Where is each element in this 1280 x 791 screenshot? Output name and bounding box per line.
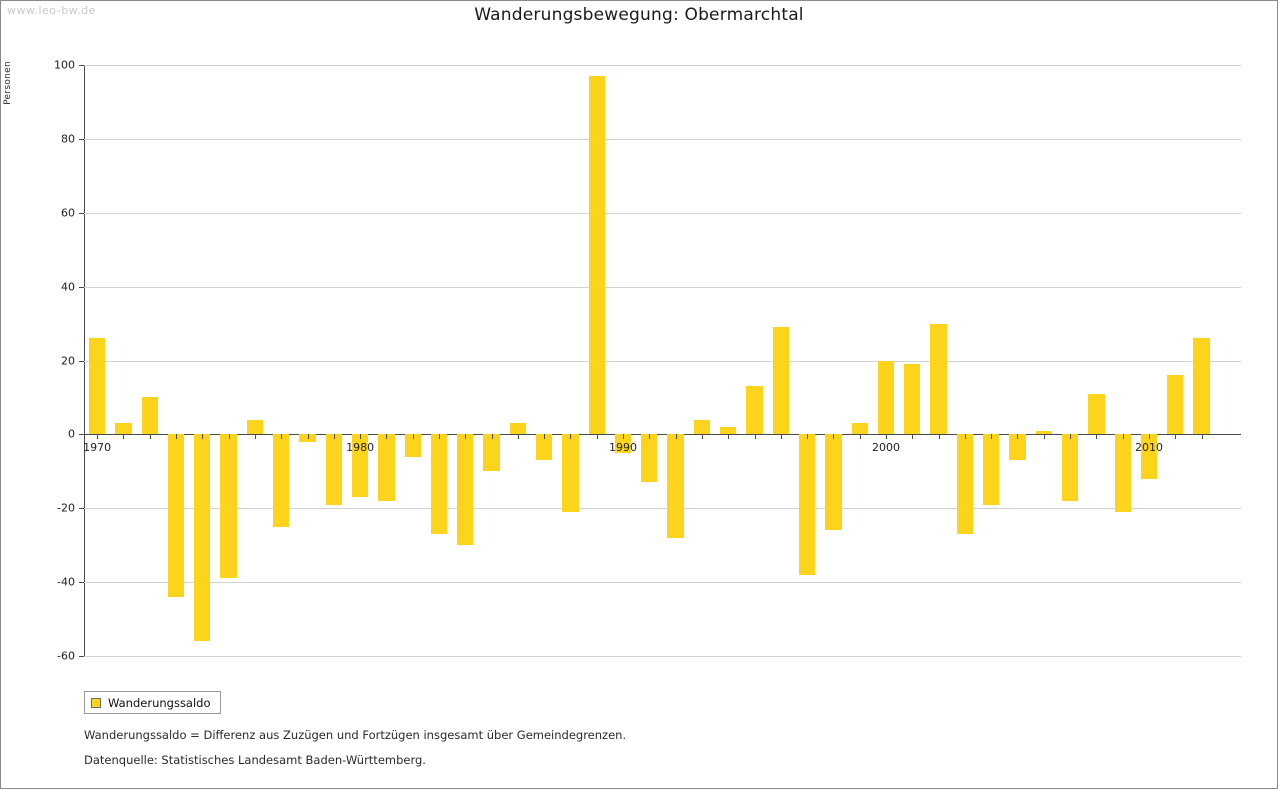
watermark-text: www.leo-bw.de: [7, 4, 96, 17]
x-tick-mark-2011: [1175, 434, 1176, 439]
gridline--60: [84, 656, 1241, 657]
y-tick-label-40: 40: [61, 280, 75, 294]
x-tick-mark-1971: [123, 434, 124, 439]
x-tick-mark-1996: [781, 434, 782, 439]
bar-1999: [852, 423, 868, 434]
x-tick-mark-2000: [886, 434, 887, 439]
y-tick-mark-20: [79, 361, 84, 362]
bar-1995: [746, 386, 762, 434]
x-tick-mark-1998: [833, 434, 834, 439]
x-tick-mark-1975: [229, 434, 230, 439]
bar-2009: [1115, 434, 1131, 512]
x-tick-mark-1993: [702, 434, 703, 439]
y-tick-label--60: -60: [57, 649, 75, 663]
x-tick-label-1990: 1990: [609, 441, 638, 455]
gridline-40: [84, 287, 1241, 288]
bar-1971: [115, 423, 131, 434]
gridline-20: [84, 361, 1241, 362]
x-tick-mark-1981: [386, 434, 387, 439]
gridline-80: [84, 139, 1241, 140]
definition-note: Wanderungssaldo = Differenz aus Zuzügen und Fortzügen insgesamt über Gemeindegrenzen.: [84, 728, 627, 742]
bar-1975: [220, 434, 236, 578]
bar-1981: [378, 434, 394, 500]
bar-1979: [326, 434, 342, 504]
x-tick-mark-1986: [518, 434, 519, 439]
y-tick-label-80: 80: [61, 132, 75, 146]
x-tick-mark-1990: [623, 434, 624, 439]
x-tick-mark-1983: [439, 434, 440, 439]
x-tick-mark-1978: [308, 434, 309, 439]
bar-1996: [773, 327, 789, 434]
bar-1970: [89, 338, 105, 434]
bar-2000: [878, 361, 894, 435]
chart-legend: [84, 691, 221, 714]
y-tick-mark--60: [79, 656, 84, 657]
y-tick-mark-100: [79, 65, 84, 66]
bar-1976: [247, 420, 263, 435]
x-tick-mark-2007: [1070, 434, 1071, 439]
x-tick-mark-1992: [676, 434, 677, 439]
bar-1994: [720, 427, 736, 434]
bar-2012: [1193, 338, 1209, 434]
bar-2001: [904, 364, 920, 434]
bar-2004: [983, 434, 999, 504]
x-tick-mark-2009: [1123, 434, 1124, 439]
x-tick-mark-2012: [1202, 434, 1203, 439]
page-title: Wanderungsbewegung: Obermarchtal: [474, 5, 804, 25]
x-tick-mark-2004: [991, 434, 992, 439]
bar-1974: [194, 434, 210, 641]
bar-2011: [1167, 375, 1183, 434]
bar-1972: [142, 397, 158, 434]
y-tick-mark--20: [79, 508, 84, 509]
bar-2007: [1062, 434, 1078, 500]
x-tick-mark-2006: [1044, 434, 1045, 439]
y-tick-label--40: -40: [57, 575, 75, 589]
x-tick-label-1980: 1980: [346, 441, 375, 455]
bar-1989: [589, 76, 605, 434]
x-tick-label-2010: 2010: [1134, 441, 1163, 455]
y-tick-label-60: 60: [61, 206, 75, 220]
x-tick-mark-1972: [150, 434, 151, 439]
bar-1984: [457, 434, 473, 545]
y-tick-mark-80: [79, 139, 84, 140]
x-tick-mark-1979: [334, 434, 335, 439]
x-tick-mark-1973: [176, 434, 177, 439]
x-tick-mark-1982: [413, 434, 414, 439]
y-tick-label-0: 0: [68, 427, 75, 441]
y-tick-label--20: -20: [57, 501, 75, 515]
x-tick-mark-1970: [97, 434, 98, 439]
legend-swatch-icon: [91, 698, 101, 708]
legend-label: Wanderungssaldo: [108, 695, 211, 710]
gridline-60: [84, 213, 1241, 214]
x-tick-mark-1995: [755, 434, 756, 439]
x-tick-mark-1987: [544, 434, 545, 439]
x-tick-mark-1984: [465, 434, 466, 439]
x-tick-mark-1976: [255, 434, 256, 439]
x-tick-mark-1994: [728, 434, 729, 439]
y-tick-mark-0: [79, 434, 84, 435]
bar-2002: [930, 324, 946, 435]
y-tick-mark--40: [79, 582, 84, 583]
y-axis-label: Personen: [3, 61, 13, 105]
x-tick-mark-1988: [570, 434, 571, 439]
bar-1992: [667, 434, 683, 537]
bar-1973: [168, 434, 184, 597]
bar-1998: [825, 434, 841, 530]
gridline--20: [84, 508, 1241, 509]
x-tick-mark-1997: [807, 434, 808, 439]
bar-1988: [562, 434, 578, 512]
x-tick-mark-1991: [649, 434, 650, 439]
x-tick-mark-1989: [597, 434, 598, 439]
bar-1977: [273, 434, 289, 526]
x-tick-mark-2008: [1096, 434, 1097, 439]
x-tick-mark-1974: [202, 434, 203, 439]
y-tick-mark-60: [79, 213, 84, 214]
y-tick-label-100: 100: [54, 58, 75, 72]
bar-1993: [694, 420, 710, 435]
plot-area: [84, 65, 1241, 656]
x-tick-mark-1977: [281, 434, 282, 439]
x-tick-label-2000: 2000: [872, 441, 900, 455]
source-note: Datenquelle: Statistisches Landesamt Baden-Württemberg.: [84, 753, 426, 767]
x-tick-mark-2003: [965, 434, 966, 439]
y-tick-mark-40: [79, 287, 84, 288]
x-tick-mark-2010: [1149, 434, 1150, 439]
gridline-100: [84, 65, 1241, 66]
bar-1985: [483, 434, 499, 471]
x-tick-mark-2005: [1017, 434, 1018, 439]
x-tick-mark-1999: [860, 434, 861, 439]
x-tick-mark-1980: [360, 434, 361, 439]
x-tick-mark-2002: [939, 434, 940, 439]
bar-1997: [799, 434, 815, 574]
bar-1986: [510, 423, 526, 434]
y-tick-label-20: 20: [61, 354, 75, 367]
bar-1983: [431, 434, 447, 534]
x-tick-label-1970: 1970: [83, 441, 112, 455]
bar-2003: [957, 434, 973, 534]
bar-2008: [1088, 394, 1104, 435]
x-tick-mark-2001: [912, 434, 913, 439]
x-tick-mark-1985: [492, 434, 493, 439]
gridline--40: [84, 582, 1241, 583]
bar-1991: [641, 434, 657, 482]
